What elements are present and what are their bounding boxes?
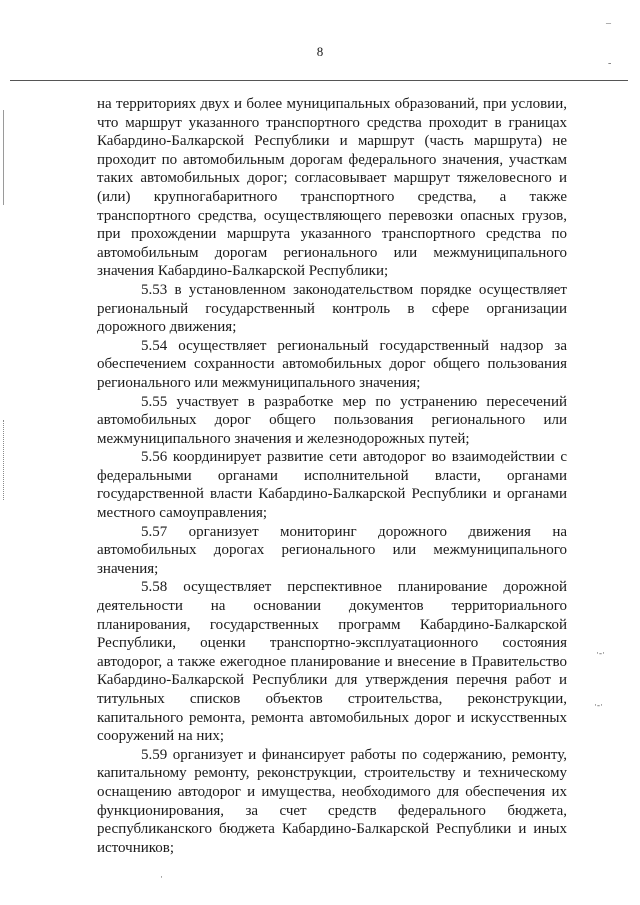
paragraph-5-57: 5.57 организует мониторинг дорожного движения на автомобильных дорогах регионального или межмуниципального значения;	[97, 523, 567, 577]
paragraph-5-53: 5.53 в установленном законодательством порядке осуществляет региональный государственный контроль в сфере организации дорожного движения;	[97, 281, 567, 336]
scan-speck-2: ·-·	[594, 700, 603, 710]
page-number: 8	[316, 44, 324, 59]
scan-speck: ·-·	[596, 648, 605, 658]
scan-speck-3: ·	[160, 872, 163, 882]
corner-scan-mark: –	[606, 18, 611, 29]
header-rule	[10, 80, 628, 81]
left-binding-edge	[3, 110, 4, 205]
left-binding-dots	[3, 420, 5, 500]
paragraph-5-56: 5.56 координирует развитие сети автодорог во взаимодействии с федеральными органами исполнительной власти, органами государственной власти Кабардино-Балкарской Республики и органами местного самоуправления;	[97, 449, 567, 522]
paragraph-5-55: 5.55 участвует в разработке мер по устранению пересечений автомобильных дорог общего пользования регионального или межмуниципального значения и железнодорожных путей;	[97, 393, 567, 447]
paragraph-continuation: на территориях двух и более муниципальных образований, при условии, что маршрут указанного транспортного средства проходит в границах Кабардино-Балкарской Республики и маршрут (часть маршрута) не проходит по автомобильным дорогам федерального значения, участкам таких автомобильных дорог; согласовывает маршрут тяжеловесного и (или) крупногабаритного транспортного средства, а также транспортного средства, осуществляющего перевозки опасных грузов, при прохождении маршрута указанного транспортного средства по автомобильным дорогам регионального или межмуниципального значения Кабардино-Балкарской Республики;	[97, 96, 567, 280]
paragraph-5-58: 5.58 осуществляет перспективное планирование дорожной деятельности на основании документов территориального планирования, государственных программ Кабардино-Балкарской Республики, оценки транспортно-эксплуатационного состояния автодорог, а также ежегодное планирование и внесение в Правительство Кабардино-Балкарской Республики для утверждения перечня работ и титульных списков объектов строительства, реконструкции, капитального ремонта, ремонта автомобильных дорог и искусственных сооружений на них;	[97, 579, 567, 745]
paragraph-5-59: 5.59 организует и финансирует работы по содержанию, ремонту, капитальному ремонту, реконструкции, строительству и техническому оснащению автодорог и имущества, необходимого для обеспечения их функционирования, за счет средств федерального бюджета, республиканского бюджета Кабардино-Балкарской Республики и иных источников;	[97, 746, 567, 856]
paragraph-5-54: 5.54 осуществляет региональный государственный надзор за обеспечением сохранности автомобильных дорог общего пользования регионального или межмуниципального значения;	[97, 337, 567, 391]
corner-scan-mark-2: -	[608, 58, 612, 69]
document-body	[97, 95, 567, 857]
